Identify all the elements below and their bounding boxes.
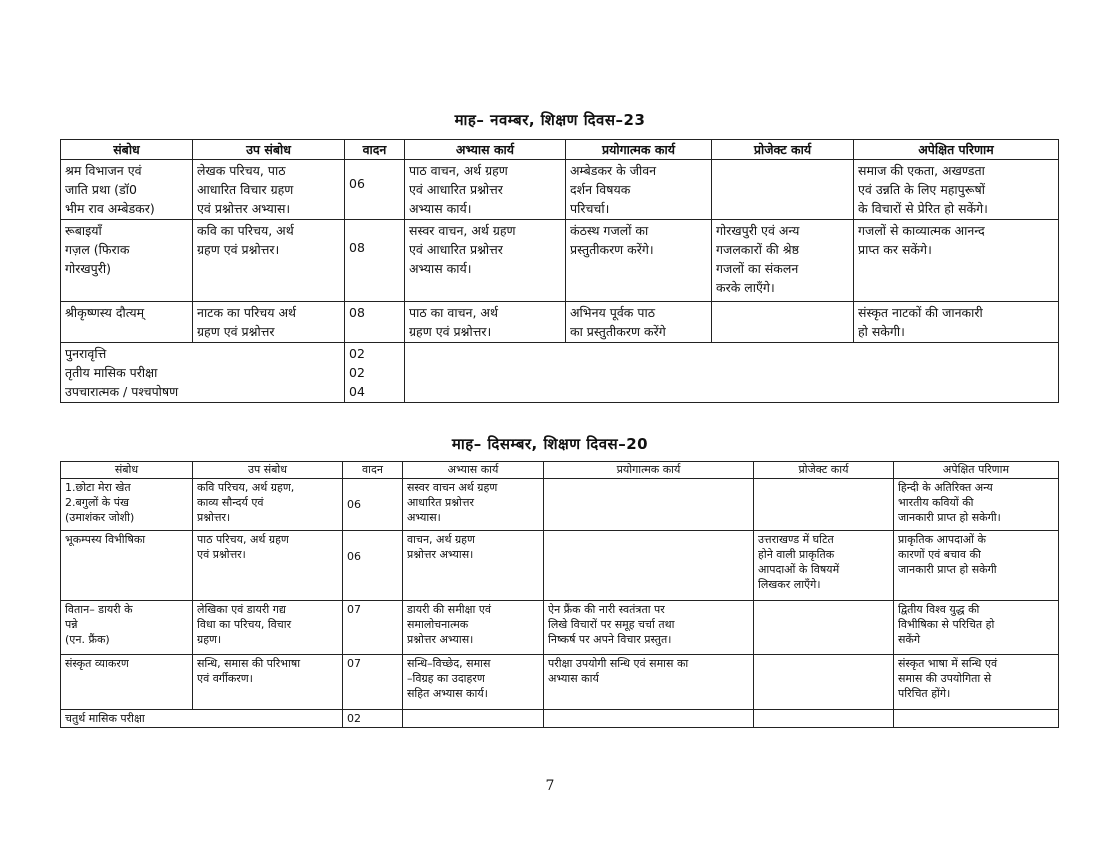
table-header-row [61, 462, 1059, 479]
header-expected-outcome: अपेक्षित परिणाम [854, 140, 1059, 160]
summary-blank [894, 710, 1059, 728]
cell-concept: श्रम विभाजन एवं जाति प्रथा (डॉ0 भीम राव अम्बेडकर) [61, 160, 193, 220]
cell-practice-work: सस्वर वाचन, अर्थ ग्रहण एवं आधारित प्रश्नोत्तर अभ्यास कार्य। [405, 220, 566, 302]
cell-expected-outcome: द्वितीय विश्व युद्ध की विभीषिका से परिचित हो सकेंगे [894, 601, 1059, 655]
cell-practice-work: वाचन, अर्थ ग्रहण प्रश्नोत्तर अभ्यास। [403, 531, 544, 601]
cell-project-work [754, 601, 894, 655]
cell-concept: श्रीकृष्णस्य दौत्यम् [61, 302, 193, 343]
cell-periods: 08 [345, 220, 405, 302]
cell-periods: 07 [343, 655, 403, 710]
summary-row [61, 343, 1059, 403]
cell-concept: वितान– डायरी के पन्ने (एन. फ्रैंक) [61, 601, 193, 655]
cell-project-work: गोरखपुरी एवं अन्य गजलकारों की श्रेष्ठ गजलों का संकलन करके लाएँगे। [712, 220, 854, 302]
cell-project-work: उत्तराखण्ड में घटित होने वाली प्राकृतिक आपदाओं के विषयमें लिखकर लाएँगे। [754, 531, 894, 601]
table-row [61, 479, 1059, 531]
page-number: 7 [545, 778, 555, 794]
cell-concept: रूबाइयाँ गज़ल (फिराक गोरखपुरी) [61, 220, 193, 302]
cell-concept: भूकम्पस्य विभीषिका [61, 531, 193, 601]
summary-blank [405, 343, 1059, 403]
cell-expected-outcome: गजलों से काव्यात्मक आनन्द प्राप्त कर सकेंगे। [854, 220, 1059, 302]
summary-labels: पुनरावृत्ति तृतीय मासिक परीक्षा उपचारात्मक / पश्चपोषण [61, 343, 345, 403]
cell-expected-outcome: समाज की एकता, अखण्डता एवं उन्नति के लिए महापुरूषों के विचारों से प्रेरित हो सकेंगे। [854, 160, 1059, 220]
cell-practice-work: सन्धि–विच्छेद, समास –विग्रह का उदाहरण सहित अभ्यास कार्य। [403, 655, 544, 710]
cell-periods: 06 [343, 479, 403, 531]
table-row [61, 655, 1059, 710]
table-row [61, 220, 1059, 302]
header-practical-work: प्रयोगात्मक कार्य [544, 462, 754, 479]
summary-blank [754, 710, 894, 728]
cell-sub-concept: सन्धि, समास की परिभाषा एवं वर्गीकरण। [193, 655, 343, 710]
table-header-row [61, 140, 1059, 160]
header-practice-work: अभ्यास कार्य [403, 462, 544, 479]
cell-expected-outcome: संस्कृत भाषा में सन्धि एवं समास की उपयोगिता से परिचित होंगे। [894, 655, 1059, 710]
cell-practical-work: कंठस्थ गजलों का प्रस्तुतीकरण करेंगे। [566, 220, 712, 302]
cell-practical-work: अम्बेडकर के जीवन दर्शन विषयक परिचर्चा। [566, 160, 712, 220]
summary-blank [544, 710, 754, 728]
cell-expected-outcome: हिन्दी के अतिरिक्त अन्य भारतीय कवियों की जानकारी प्राप्त हो सकेगी। [894, 479, 1059, 531]
summary-label: चतुर्थ मासिक परीक्षा [61, 710, 343, 728]
summary-value: 02 [343, 710, 403, 728]
cell-project-work [754, 655, 894, 710]
header-expected-outcome: अपेक्षित परिणाम [894, 462, 1059, 479]
cell-sub-concept: कवि का परिचय, अर्थ ग्रहण एवं प्रश्नोत्तर। [193, 220, 345, 302]
cell-practical-work [544, 531, 754, 601]
cell-sub-concept: नाटक का परिचय अर्थ ग्रहण एवं प्रश्नोत्तर [193, 302, 345, 343]
summary-row [61, 710, 1059, 728]
cell-project-work [754, 479, 894, 531]
cell-practical-work: ऐन फ्रैंक की नारी स्वतंत्रता पर लिखे विचारों पर समूह चर्चा तथा निष्कर्ष पर अपने विचार प्रस्तुत। [544, 601, 754, 655]
cell-expected-outcome: संस्कृत नाटकों की जानकारी हो सकेगी। [854, 302, 1059, 343]
table-row [61, 302, 1059, 343]
december-heading: माह– दिसम्बर, शिक्षण दिवस–20 [451, 435, 649, 453]
summary-values: 02 02 04 [345, 343, 405, 403]
november-heading: माह– नवम्बर, शिक्षण दिवस–23 [454, 111, 646, 129]
cell-sub-concept: कवि परिचय, अर्थ ग्रहण, काव्य सौन्दर्य एवं प्रश्नोत्तर। [193, 479, 343, 531]
cell-sub-concept: पाठ परिचय, अर्थ ग्रहण एवं प्रश्नोत्तर। [193, 531, 343, 601]
cell-concept: संस्कृत व्याकरण [61, 655, 193, 710]
cell-periods: 08 [345, 302, 405, 343]
cell-practical-work: परीक्षा उपयोगी सन्धि एवं समास का अभ्यास कार्य [544, 655, 754, 710]
header-practical-work: प्रयोगात्मक कार्य [566, 140, 712, 160]
header-project-work: प्रोजेक्ट कार्य [712, 140, 854, 160]
header-periods: वादन [343, 462, 403, 479]
table-row [61, 531, 1059, 601]
header-concept: संबोध [61, 140, 193, 160]
cell-sub-concept: लेखक परिचय, पाठ आधारित विचार ग्रहण एवं प्रश्नोत्तर अभ्यास। [193, 160, 345, 220]
header-sub-concept: उप संबोध [193, 140, 345, 160]
header-periods: वादन [345, 140, 405, 160]
header-concept: संबोध [61, 462, 193, 479]
cell-periods: 06 [345, 160, 405, 220]
cell-expected-outcome: प्राकृतिक आपदाओं के कारणों एवं बचाव की जानकारी प्राप्त हो सकेगी [894, 531, 1059, 601]
header-project-work: प्रोजेक्ट कार्य [754, 462, 894, 479]
cell-practice-work: पाठ का वाचन, अर्थ ग्रहण एवं प्रश्नोत्तर। [405, 302, 566, 343]
december-table [60, 461, 1059, 728]
table-row [61, 601, 1059, 655]
cell-practical-work [544, 479, 754, 531]
cell-practice-work: डायरी की समीक्षा एवं समालोचनात्मक प्रश्नोत्तर अभ्यास। [403, 601, 544, 655]
cell-concept: 1.छोटा मेरा खेत 2.बगुलों के पंख (उमाशंकर जोशी) [61, 479, 193, 531]
header-practice-work: अभ्यास कार्य [405, 140, 566, 160]
cell-periods: 06 [343, 531, 403, 601]
cell-practice-work: सस्वर वाचन अर्थ ग्रहण आधारित प्रश्नोत्तर अभ्यास। [403, 479, 544, 531]
cell-project-work [712, 302, 854, 343]
cell-periods: 07 [343, 601, 403, 655]
cell-practice-work: पाठ वाचन, अर्थ ग्रहण एवं आधारित प्रश्नोत्तर अभ्यास कार्य। [405, 160, 566, 220]
summary-blank [403, 710, 544, 728]
cell-project-work [712, 160, 854, 220]
cell-sub-concept: लेखिका एवं डायरी गद्य विधा का परिचय, विचार ग्रहण। [193, 601, 343, 655]
table-row [61, 160, 1059, 220]
header-sub-concept: उप संबोध [193, 462, 343, 479]
november-table [60, 139, 1059, 403]
cell-practical-work: अभिनय पूर्वक पाठ का प्रस्तुतीकरण करेंगे [566, 302, 712, 343]
